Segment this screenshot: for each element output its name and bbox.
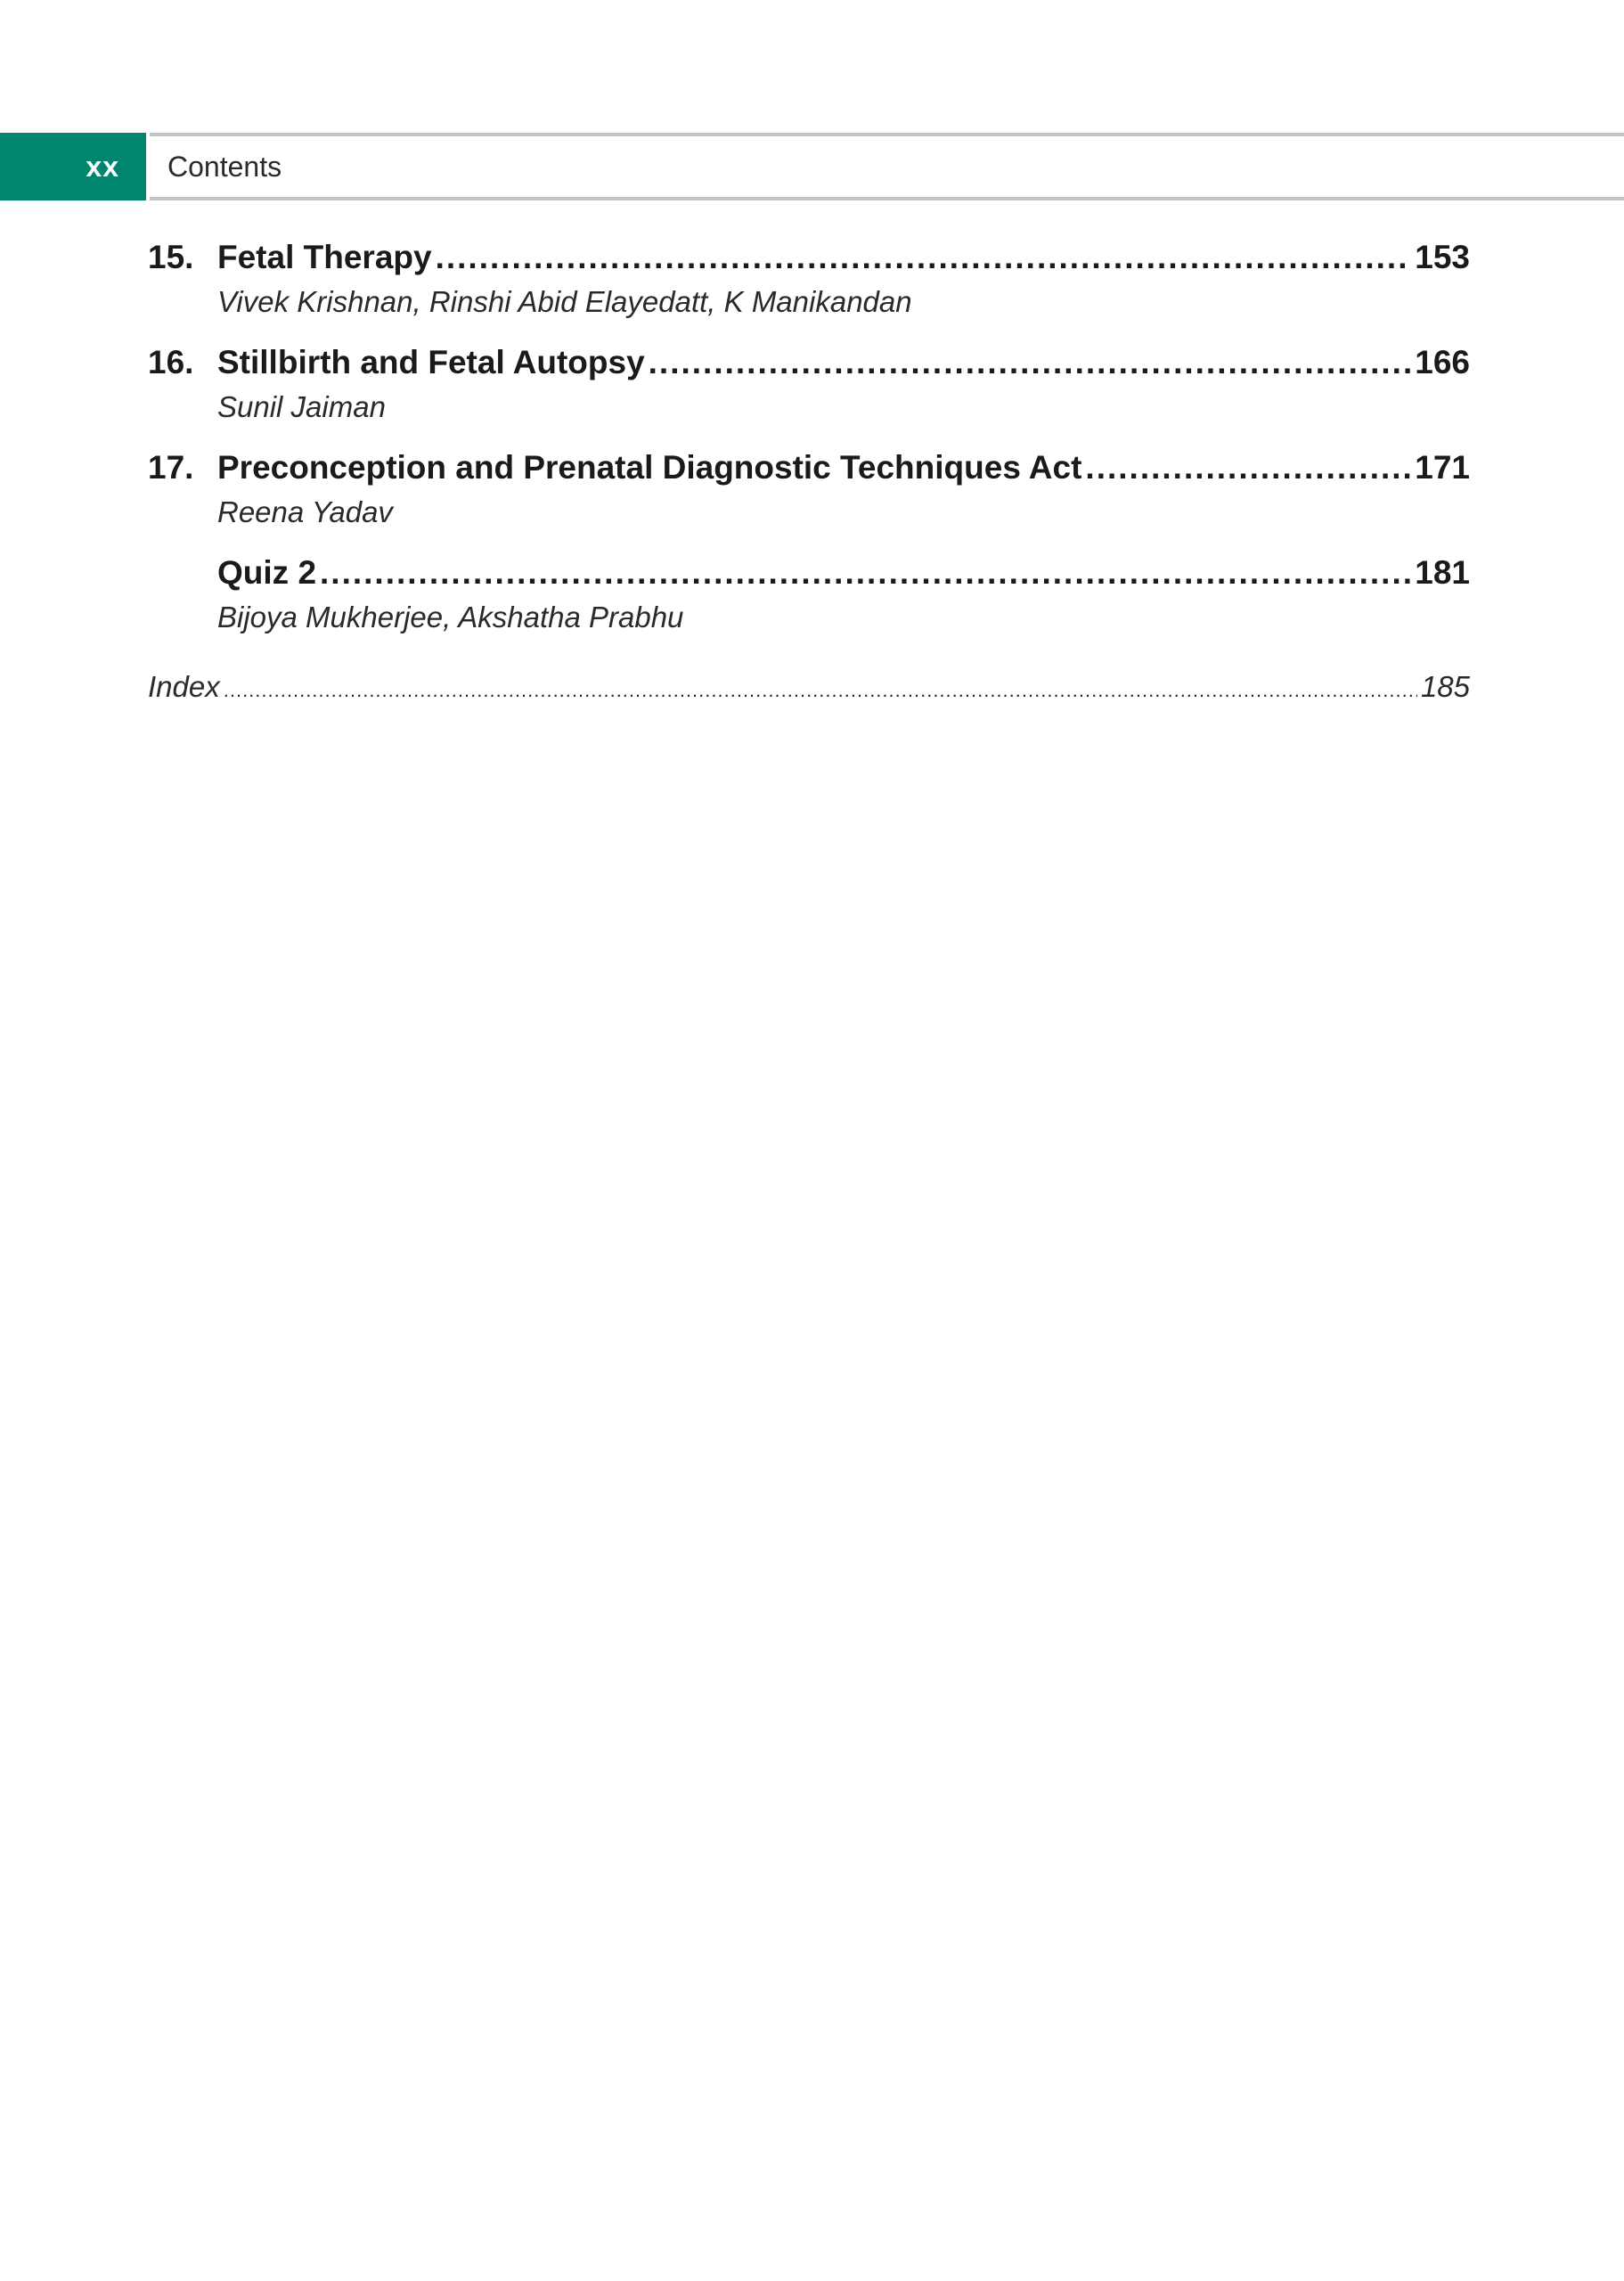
dot-leader: [320, 549, 1411, 597]
chapter-authors: Sunil Jaiman: [217, 390, 386, 423]
toc-entry-quiz-2: [148, 549, 1470, 638]
table-of-contents: [148, 233, 1470, 713]
index-page-number: 185: [1420, 670, 1470, 703]
dot-leader: [649, 339, 1412, 387]
chapter-number: 16.: [148, 344, 194, 380]
chapter-number: 15.: [148, 239, 194, 275]
header-rule-bottom: [150, 197, 1624, 200]
toc-index-entry[interactable]: [148, 665, 1470, 713]
index-label: Index: [148, 670, 220, 703]
running-header: [0, 133, 1624, 200]
header-rule-top: [150, 133, 1624, 136]
section-title: Contents: [167, 151, 282, 183]
toc-entry-16: [148, 339, 1470, 428]
chapter-authors: Vivek Krishnan, Rinshi Abid Elayedatt, K Manikandan: [217, 285, 912, 318]
toc-entry-heading[interactable]: [148, 233, 1470, 282]
page-number: 171: [1415, 449, 1470, 486]
chapter-title: Quiz 2: [217, 554, 317, 591]
page-number: 153: [1415, 239, 1470, 275]
chapter-title: Stillbirth and Fetal Autopsy: [217, 344, 645, 380]
toc-entry-heading[interactable]: [148, 339, 1470, 387]
page-number: 166: [1415, 344, 1470, 380]
chapter-number: 17.: [148, 449, 194, 486]
toc-entry-15: [148, 233, 1470, 323]
chapter-title: Fetal Therapy: [217, 239, 432, 275]
dot-leader: [1085, 444, 1411, 492]
toc-entry-heading[interactable]: [148, 549, 1470, 597]
chapter-title: Preconception and Prenatal Diagnostic Techniques Act: [217, 449, 1082, 486]
toc-entry-heading[interactable]: [148, 444, 1470, 492]
page-number: 181: [1415, 554, 1470, 591]
chapter-authors: Reena Yadav: [217, 495, 393, 528]
page-number-badge: xx: [0, 133, 146, 200]
chapter-authors: Bijoya Mukherjee, Akshatha Prabhu: [217, 601, 684, 634]
toc-entry-17: [148, 444, 1470, 533]
dot-leader: [224, 668, 1417, 713]
dot-leader: [436, 233, 1412, 282]
